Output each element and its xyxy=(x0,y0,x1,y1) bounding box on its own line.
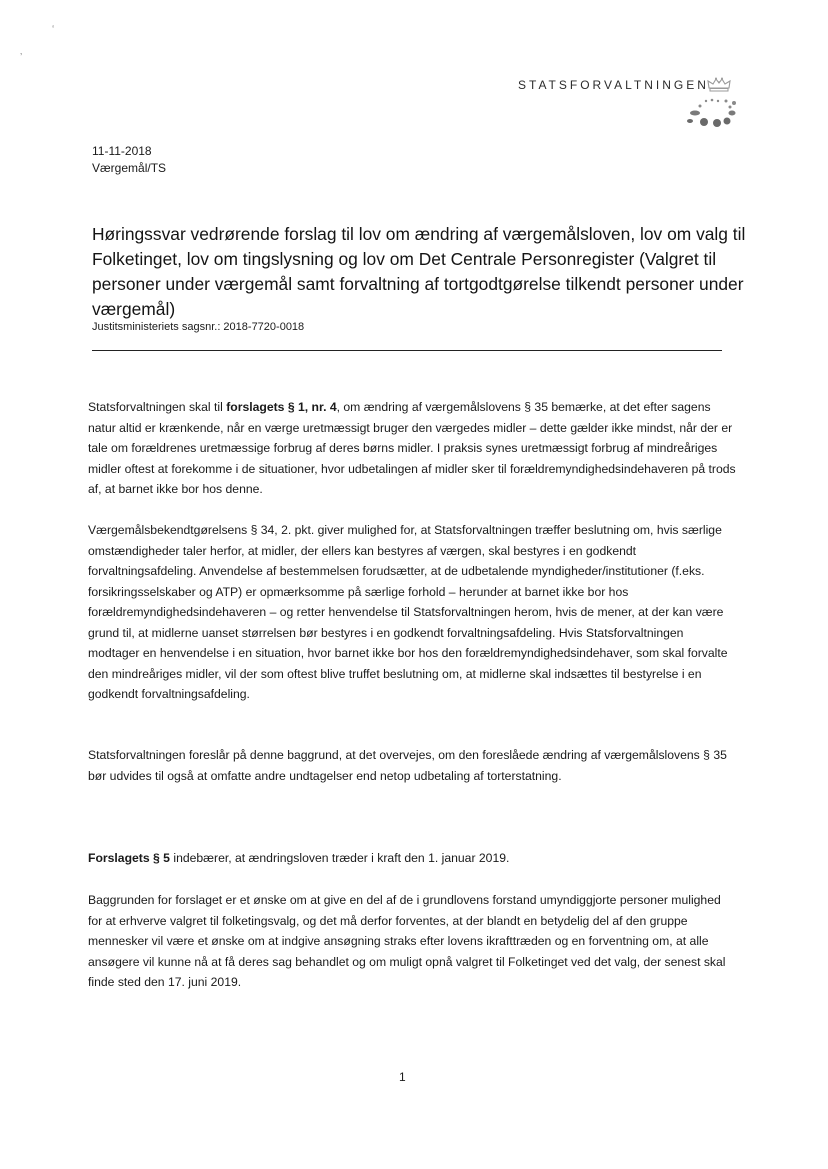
case-number: Justitsministeriets sagsnr.: 2018-7720-0018 xyxy=(92,321,305,333)
paragraph-4-rest: indebærer, at ændringsloven træder i kraft den 1. januar 2019. xyxy=(169,851,510,865)
brand-name: STATSFORVALTNINGEN xyxy=(518,78,709,92)
paragraph-2: Værgemålsbekendtgørelsens § 34, 2. pkt. giver mulighed for, at Statsforvaltningen træffer beslutning om, hvis særlige omstændigheder taler herfor, at midler, der ellers kan bestyres af værgen, skal bestyres i en godkendt forvaltningsafdeling. Anvendelse af bestemmelsen forudsætter, at de udbetalende myndigheder/institutioner (f.eks. forsikringsselskaber og ATP) er opmærksomme på særlige forhold – herunder at barnet ikke bor hos forældremyndighedsindehaveren – og retter henvendelse til Statsforvaltningen herom, hvis de mener, at der kan være grund til, at midlerne uanset størrelsen bør bestyres i en godkendt forvaltningsafdeling. Hvis Statsforvaltningen modtager en henvendelse i en situation, hvor barnet ikke bor hos den forældremyndighedsindehaver, som skal forvalte den mindreåriges midler, vil der som oftest blive truffet beslutning om, at midlerne skal indsættes til bestyrelse i en godkendt forvaltningsafdeling. xyxy=(88,523,728,701)
paragraph-1-rest: , om ændring af værgemålslovens § 35 bemærke, at det efter sagens natur altid er krænkende, når en værge uretmæssigt bruger den værgedes midler – dette gælder ikke mindst, når der er tale om forældrenes uretmæssige forbrug af deres børns midler. I praksis synes uretmæssigt forbrug af mindreåriges midler oftest at forekomme i de situationer, hvor udbetalingen af midler sker til forældremyndighedsindehaveren på trods af, at barnet ikke bor hos denne. xyxy=(88,400,736,496)
document-title: Høringssvar vedrørende forslag til lov om ændring af værgemålsloven, lov om valg til Folketinget, lov om tingslysning og lov om Det Centrale Personregister (Valgret til personer under værgemål samt forvaltning af tortgodtgørelse tilkendt personer under værgemål) xyxy=(92,224,746,319)
paragraph-1-bold: forslagets § 1, nr. 4 xyxy=(226,400,337,414)
title-divider xyxy=(92,350,722,351)
dotted-emblem-icon xyxy=(684,98,742,134)
document-meta xyxy=(92,143,166,177)
document-date: 11-11-2018 xyxy=(92,144,152,158)
paragraph-1-lead: Statsforvaltningen skal til xyxy=(88,400,227,414)
paragraph-4 xyxy=(88,848,738,869)
page-number: 1 xyxy=(399,1070,406,1084)
scan-mark: ‘ xyxy=(52,24,55,35)
crown-icon xyxy=(706,76,732,94)
document-reference: Værgemål/TS xyxy=(92,161,167,175)
paragraph-4-bold: Forslagets § 5 xyxy=(88,851,170,865)
paragraph-1 xyxy=(88,397,738,500)
paragraph-3: Statsforvaltningen foreslår på denne baggrund, at det overvejes, om den foreslåede ændring af værgemålslovens § 35 bør udvides til også at omfatte andre undtagelser end netop udbetaling af torterstatning. xyxy=(88,748,727,783)
paragraph-5: Baggrunden for forslaget er et ønske om at give en del af de i grundlovens forstand umyndiggjorte personer mulighed for at erhverve valgret til folketingsvalg, og det må derfor forventes, at der blandt en betydelig del af den gruppe mennesker vil være et ønske om at indgive ansøgning straks efter lovens ikrafttræden og en forventning om, at alle ansøgere vil kunne nå at få deres sag behandlet og om muligt opnå valgret til Folketinget ved det valg, der senest skal finde sted den 17. juni 2019. xyxy=(88,893,726,989)
scan-mark: ’ xyxy=(20,52,23,63)
